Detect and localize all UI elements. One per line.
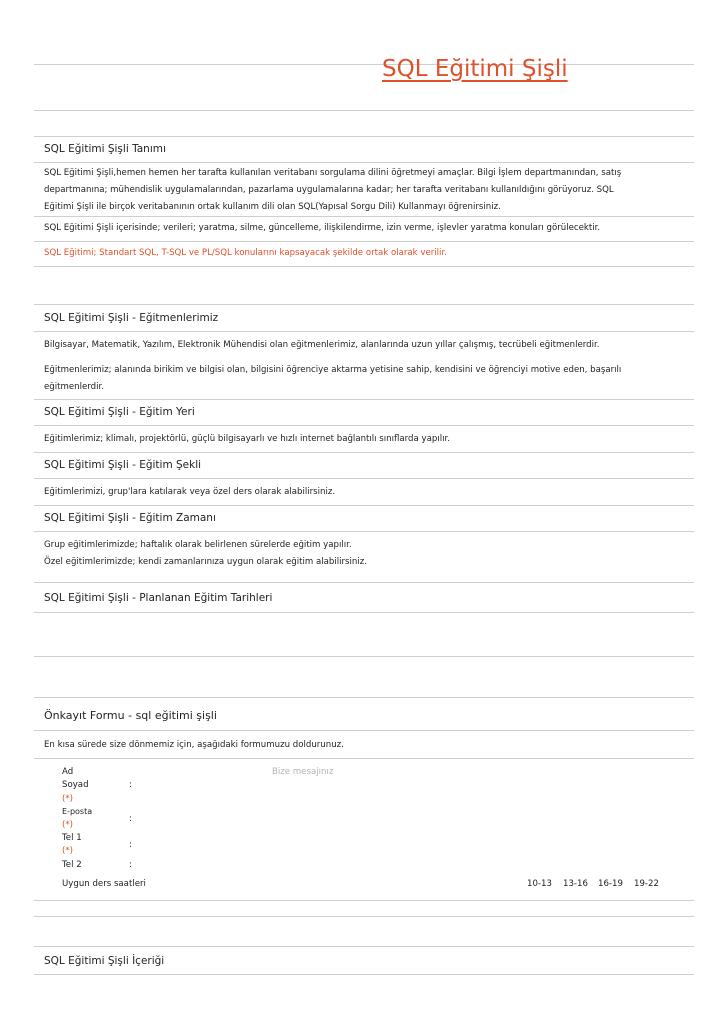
- divider: [34, 241, 694, 242]
- divider: [34, 331, 694, 332]
- section-heading-tanim: SQL Eğitimi Şişli Tanımı: [44, 143, 166, 155]
- text-line: Eğitmenlerimiz; alanında birikim ve bilgisi olan, bilgisini öğrenciye aktarma yetisine sahip, kendisini ve öğrenciyi motive eden, başarılı: [44, 365, 622, 375]
- text-line: Grup eğitimlerimizde; haftalık olarak belirlenen sürelerde eğitim yapılır.: [44, 540, 352, 550]
- tel2-input[interactable]: :: [129, 860, 132, 870]
- divider: [34, 216, 694, 217]
- egitmen-paragraph-1: Bilgisayar, Matematik, Yazılım, Elektronik Mühendisi olan eğitmenlerimiz, alanlarında uzun yıllar çalışmış, tecrübeli eğitmenlerdir.: [44, 340, 600, 350]
- sekil-paragraph: Eğitimlerimizi, grup'lara katılarak veya özel ders olarak alabilirsiniz.: [44, 487, 336, 497]
- page-title-link[interactable]: SQL Eğitimi Şişli: [382, 56, 568, 82]
- divider: [34, 697, 694, 698]
- hour-option-13-16[interactable]: 13-16: [563, 879, 588, 889]
- divider: [34, 582, 694, 583]
- text-line: departmanına; mühendislik uygulamalarından, pazarlama uygulamalarına kadar; her tarafta veritabanı kullanıldığını görüyoruz. SQL: [44, 185, 614, 195]
- section-heading-egitmen: SQL Eğitimi Şişli - Eğitmenlerimiz: [44, 312, 219, 324]
- required-marker: (*): [62, 846, 74, 856]
- section-heading-icerik: SQL Eğitimi Şişli İçeriği: [44, 955, 165, 967]
- divider: [34, 758, 694, 759]
- divider: [34, 162, 694, 163]
- text-line: Eğitimi Şişli ile birçok veritabanının ortak kullanım dili olan SQL(Yapısal Sorgu Dili) Kullanmayı öğrenirsiniz.: [44, 202, 501, 212]
- hours-label: Uygun ders saatleri: [62, 879, 146, 889]
- yer-paragraph: Eğitimlerimiz; klimalı, projektörlü, güçlü bilgisayarlı ve hızlı internet bağlantılı sınıflarda yapılır.: [44, 434, 450, 444]
- divider: [34, 974, 694, 975]
- divider: [34, 478, 694, 479]
- divider: [34, 304, 694, 305]
- divider: [34, 656, 694, 657]
- section-heading-zaman: SQL Eğitimi Şişli - Eğitim Zamanı: [44, 512, 216, 524]
- divider: [34, 946, 694, 947]
- text-line: SQL Eğitimi Şişli,hemen hemen her tarafta kullanılan veritabanı sorgulama dilini öğretmeyi amaçlar. Bilgi İşlem departmanından, satış: [44, 168, 622, 178]
- section-heading-sekil: SQL Eğitimi Şişli - Eğitim Şekli: [44, 459, 202, 471]
- divider: [34, 136, 694, 137]
- divider: [34, 266, 694, 267]
- section-heading-yer: SQL Eğitimi Şişli - Eğitim Yeri: [44, 406, 195, 418]
- divider: [34, 452, 694, 453]
- form-heading: Önkayıt Formu - sql eğitimi şişli: [44, 709, 217, 722]
- egitmen-paragraph-2: [44, 362, 684, 396]
- soyad-label: Soyad: [62, 780, 89, 790]
- ad-label: Ad: [62, 767, 74, 777]
- message-textarea[interactable]: Bize mesajınız: [272, 767, 334, 777]
- hour-option-19-22[interactable]: 19-22: [634, 879, 659, 889]
- divider: [34, 505, 694, 506]
- section-heading-tarihler: SQL Eğitimi Şişli - Planlanan Eğitim Tarihleri: [44, 592, 273, 604]
- divider: [34, 730, 694, 731]
- soyad-input[interactable]: :: [129, 780, 132, 790]
- tel2-label: Tel 2: [62, 860, 82, 870]
- eposta-label: E-posta: [62, 807, 93, 816]
- zaman-paragraph: [44, 537, 684, 571]
- tel1-label: Tel 1: [62, 833, 82, 843]
- tanim-paragraph-2: SQL Eğitimi Şişli içerisinde; verileri; yaratma, silme, güncelleme, ilişkilendirme, izin verme, işlevler yaratma konuları görülecektir.: [44, 223, 601, 233]
- divider: [34, 916, 694, 917]
- tanim-paragraph-3: SQL Eğitimi; Standart SQL, T-SQL ve PL/SQL konularını kapsayacak şekilde ortak olarak verilir.: [44, 248, 447, 258]
- divider: [34, 612, 694, 613]
- divider: [34, 900, 694, 901]
- required-marker: (*): [62, 820, 74, 830]
- hour-option-10-13[interactable]: 10-13: [527, 879, 552, 889]
- hour-option-16-19[interactable]: 16-19: [598, 879, 623, 889]
- divider: [34, 64, 694, 65]
- text-line: Özel eğitimlerimizde; kendi zamanlarınıza uygun olarak eğitim alabilirsiniz.: [44, 557, 367, 567]
- tanim-paragraph-1: [44, 165, 684, 216]
- tel1-input[interactable]: :: [129, 840, 132, 850]
- text-line: eğitmenlerdir.: [44, 382, 104, 392]
- form-intro: En kısa sürede size dönmemiz için, aşağıdaki formumuzu doldurunuz.: [44, 740, 344, 750]
- eposta-input[interactable]: :: [129, 814, 132, 824]
- required-marker: (*): [62, 794, 74, 804]
- divider: [34, 425, 694, 426]
- divider: [34, 531, 694, 532]
- divider: [34, 399, 694, 400]
- divider: [34, 110, 694, 111]
